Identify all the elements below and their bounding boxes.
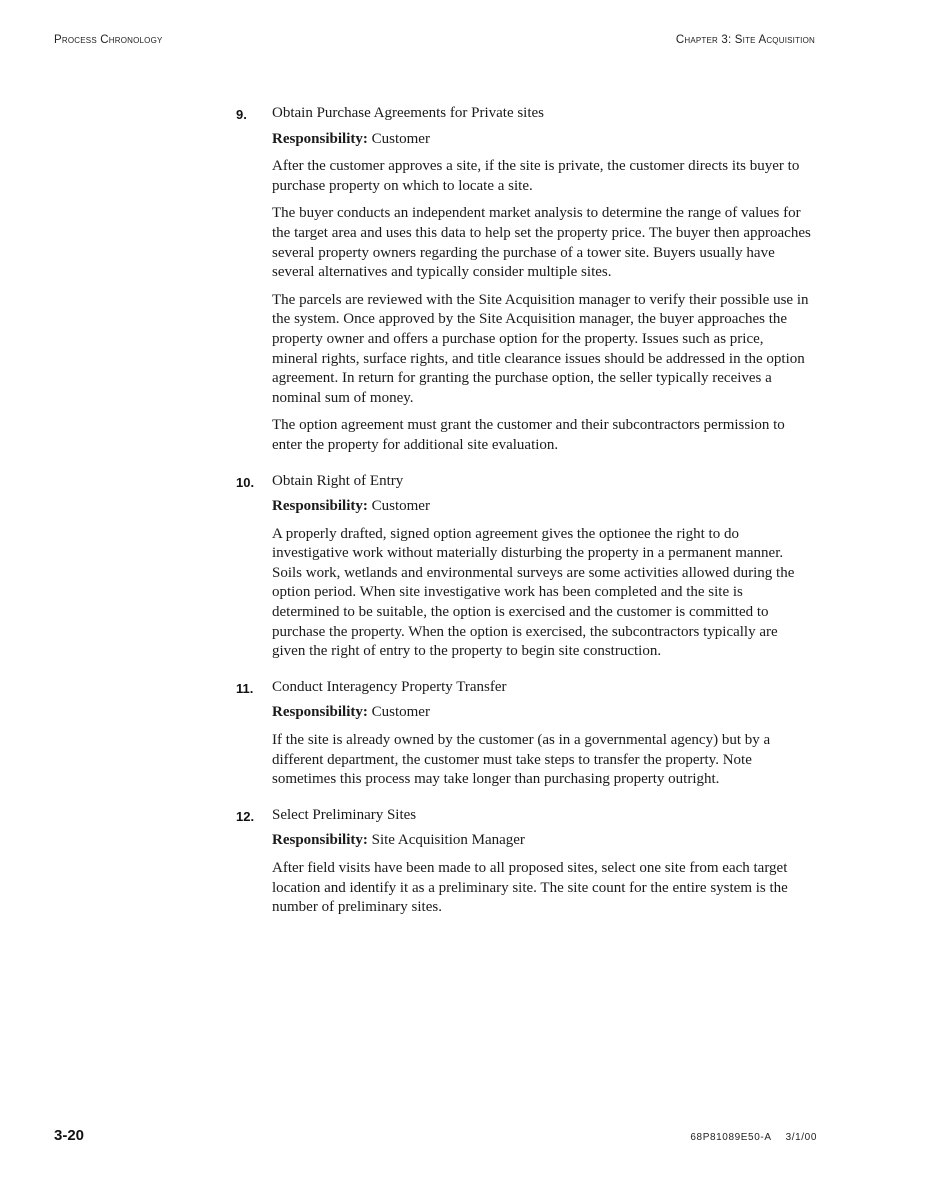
running-header-left: Process Chronology (54, 34, 163, 46)
step-paragraph: After the customer approves a site, if the site is private, the customer directs its buyer to purchase property on which to locate a site. (272, 158, 800, 194)
step-number: 9. (236, 107, 247, 122)
step-number: 12. (236, 808, 255, 824)
step-body (272, 806, 812, 918)
responsibility-line (272, 831, 812, 851)
responsibility-label: Responsibility: (272, 704, 368, 721)
step-11 (0, 678, 925, 790)
step-paragraph: The buyer conducts an independent market analysis to determine the range of values for the target area and uses this data to help set the property price. The buyer then approaches several property owners regarding the purchase of a tower site. Buyers usually have several alternatives and typically consider multiple sites. (272, 205, 811, 281)
responsibility-value: Customer (371, 130, 430, 147)
responsibility-label: Responsibility: (272, 832, 368, 849)
document-date: 3/1/00 (785, 1132, 817, 1143)
step-title: Obtain Right of Entry (272, 472, 404, 489)
step-body (272, 104, 812, 456)
responsibility-value: Customer (371, 498, 430, 515)
step-paragraph: If the site is already owned by the customer (as in a governmental agency) but by a different department, the customer must take steps to transfer the property. Note sometimes this process may take longer than purchasing property outright. (272, 732, 771, 788)
step-number: 11. (236, 680, 254, 696)
responsibility-line (272, 703, 812, 723)
step-body (272, 472, 812, 662)
step-10 (0, 472, 925, 662)
responsibility-label: Responsibility: (272, 130, 368, 147)
responsibility-value: Customer (371, 704, 430, 721)
running-header-right: Chapter 3: Site Acquisition (675, 34, 815, 46)
step-paragraph: The option agreement must grant the customer and their subcontractors permission to enter the property for additional site evaluation. (272, 417, 785, 453)
step-paragraph: After field visits have been made to all proposed sites, select one site from each target location and identify it as a preliminary site. The site count for the entire system is the number of preliminary sites. (272, 860, 788, 916)
document-id-footer (690, 1132, 817, 1143)
step-number: 10. (236, 474, 255, 490)
responsibility-line (272, 497, 812, 517)
step-body (272, 678, 812, 790)
step-title: Conduct Interagency Property Transfer (272, 678, 507, 695)
step-title: Obtain Purchase Agreements for Private sites (272, 105, 545, 121)
step-9 (0, 104, 925, 456)
responsibility-value: Site Acquisition Manager (371, 832, 525, 849)
step-paragraph: A properly drafted, signed option agreement gives the optionee the right to do investigative work without materially disturbing the property in a permanent manner. Soils work, wetlands and environmental surveys are some activities allowed during the option period. When site investigative work has been completed and the site is determined to be suitable, the option is exercised and the customer is committed to purchase the property. When the option is exercised, the subcontractors typically are given the right of entry to the property to begin site construction. (272, 525, 795, 660)
document-body (0, 104, 925, 934)
step-title: Select Preliminary Sites (272, 806, 417, 823)
step-paragraph: The parcels are reviewed with the Site Acquisition manager to verify their possible use in the system. Once approved by the Site Acquisition manager, the buyer approaches the property owner and offers a purchase option for the property. Issues such as price, mineral rights, surface rights, and title clearance issues should be addressed in the option agreement. In return for granting the purchase option, the seller typically receives a nominal sum of money. (272, 291, 809, 406)
responsibility-label: Responsibility: (272, 498, 368, 515)
step-12 (0, 806, 925, 918)
page-number: 3-20 (54, 1127, 85, 1144)
document-id: 68P81089E50-A (690, 1132, 772, 1143)
responsibility-line (272, 130, 812, 150)
